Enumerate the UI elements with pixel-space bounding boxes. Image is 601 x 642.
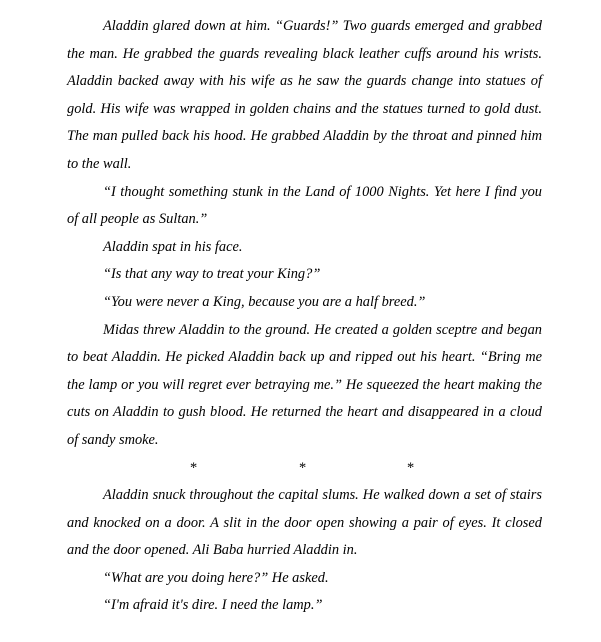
paragraph-treat-your-king: “Is that any way to treat your King?”	[103, 266, 321, 283]
paragraph-spat: Aladdin spat in his face.	[103, 238, 243, 255]
document-body	[67, 13, 542, 620]
scene-break-asterisk: *	[190, 459, 198, 476]
scene-break-asterisk: *	[407, 459, 415, 476]
scene-break-asterisk: *	[299, 459, 307, 476]
paragraph-thought-something-stunk: “I thought something stunk in the Land of 1000 Nights. Yet here I find you of all people as Sultan.”	[67, 183, 542, 228]
paragraph-capital-slums: Aladdin snuck throughout the capital slums. He walked down a set of stairs and knocked on a door. A slit in the door open showing a pair of eyes. It closed and the door opened. Ali Baba hurried Aladdin in.	[67, 487, 542, 559]
paragraph-need-the-lamp: “I'm afraid it's dire. I need the lamp.”	[103, 597, 323, 614]
paragraph-midas: Midas threw Aladdin to the ground. He created a golden sceptre and began to beat Aladdin. He picked Aladdin back up and ripped out his heart. “Bring me the lamp or you will regret ever betraying me.” He squeezed the heart making the cuts on Aladdin to gush blood. He returned the heart and disappeared in a cloud of sandy smoke.	[67, 321, 542, 448]
paragraph-never-a-king: “You were never a King, because you are a half breed.”	[103, 293, 426, 310]
paragraph-guards: Aladdin glared down at him. “Guards!” Two guards emerged and grabbed the man. He grabbed the guards revealing black leather cuffs around his wrists. Aladdin backed away with his wife as he saw the guards change into statues of gold. His wife was wrapped in golden chains and the statues turned to gold dust. The man pulled back his hood. He grabbed Aladdin by the throat and pinned him to the wall.	[67, 18, 542, 172]
scene-break	[67, 455, 542, 483]
paragraph-what-are-you-doing: “What are you doing here?” He asked.	[103, 569, 329, 586]
